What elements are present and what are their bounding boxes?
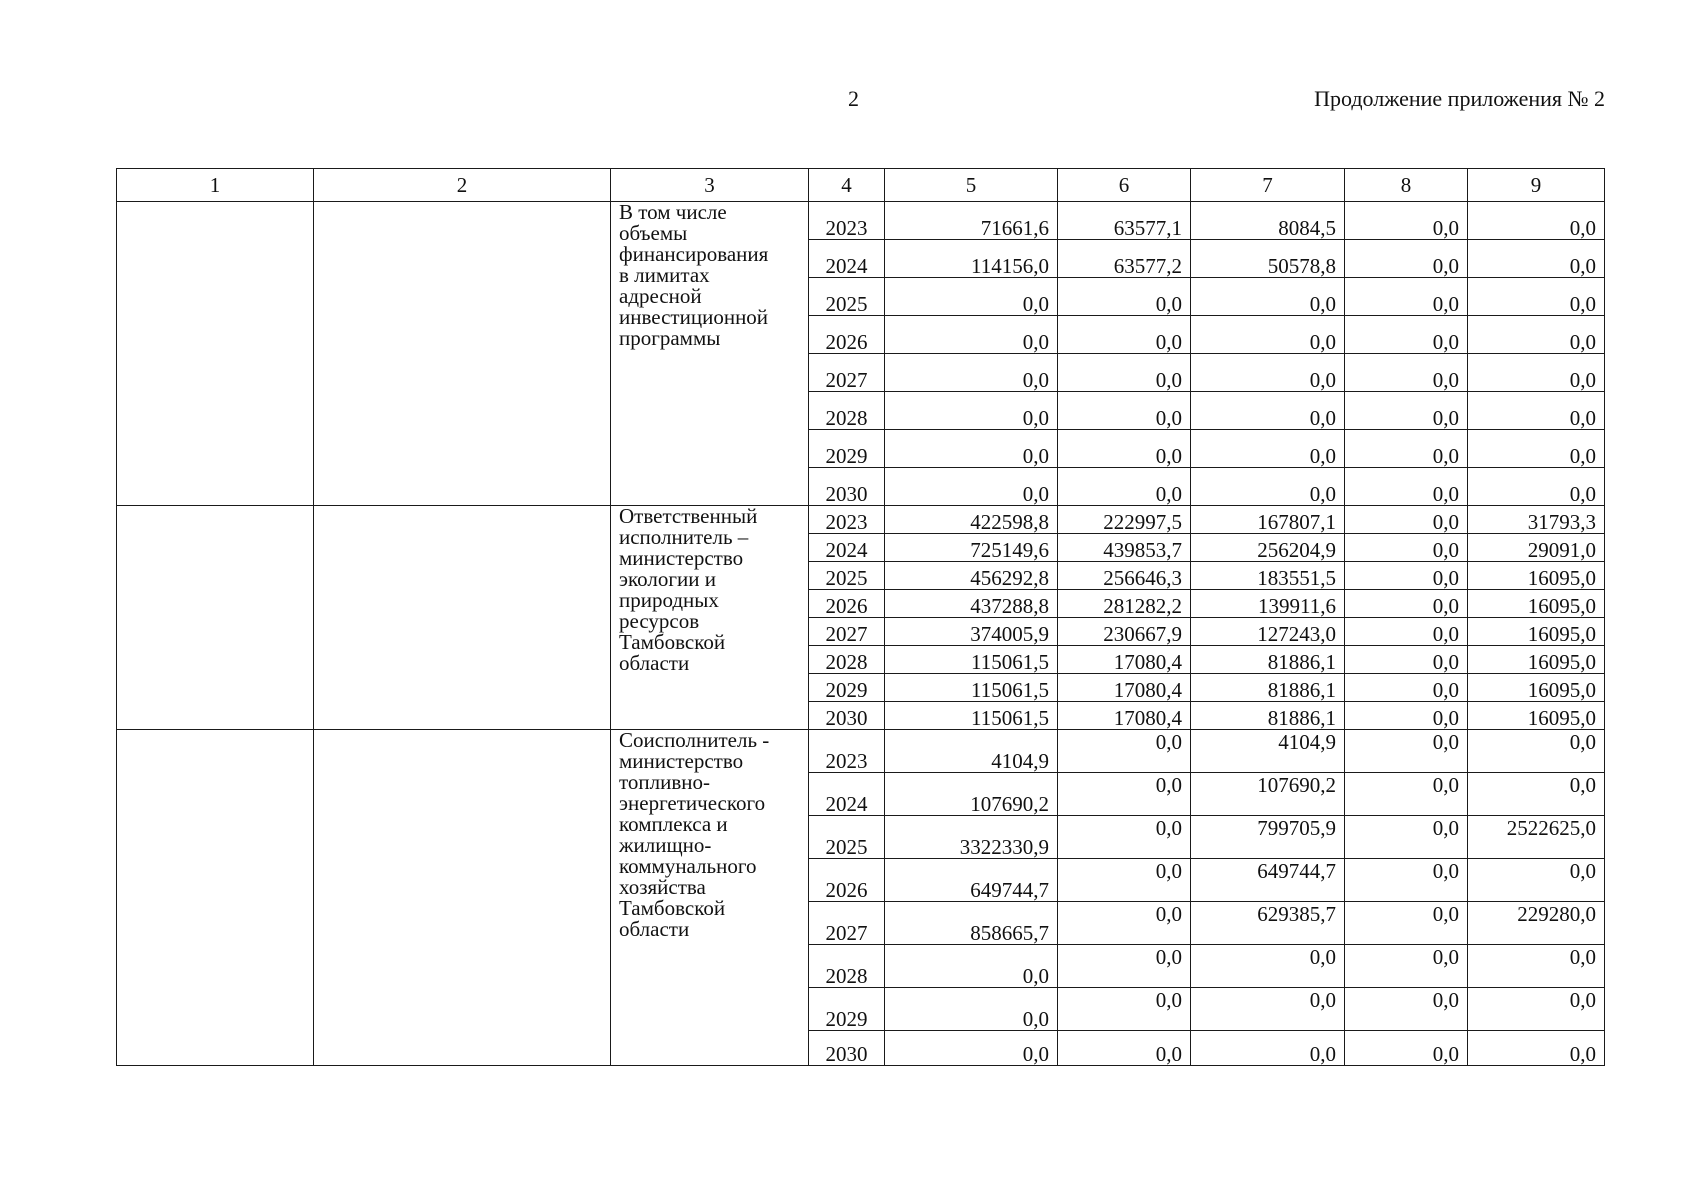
year-cell: 2025: [809, 278, 885, 316]
value-cell-col-8: 0,0: [1345, 902, 1468, 945]
table-row: [117, 202, 1605, 240]
value-cell-col-5: 649744,7: [885, 859, 1058, 902]
value-cell-col-6: 0,0: [1058, 859, 1191, 902]
value-cell-col-9: 0,0: [1468, 392, 1605, 430]
executor-label-line: Тамбовской: [619, 896, 726, 920]
column-2-cell: [314, 202, 611, 506]
page-number: 2: [848, 86, 859, 111]
value-cell-col-9: 0,0: [1468, 859, 1605, 902]
value-cell-col-8: 0,0: [1345, 316, 1468, 354]
year-cell: 2027: [809, 902, 885, 945]
value-cell-col-8: 0,0: [1345, 468, 1468, 506]
column-2-cell: [314, 730, 611, 1066]
value-cell-col-5: 0,0: [885, 316, 1058, 354]
value-cell-col-9: 16095,0: [1468, 674, 1605, 702]
value-cell-col-9: 0,0: [1468, 773, 1605, 816]
column-header-1: 1: [117, 169, 314, 202]
column-header-6: 6: [1058, 169, 1191, 202]
column-1-cell: [117, 730, 314, 1066]
executor-label-line: объемы: [619, 221, 688, 245]
value-cell-col-6: 439853,7: [1058, 534, 1191, 562]
value-cell-col-9: 0,0: [1468, 240, 1605, 278]
year-cell: 2029: [809, 674, 885, 702]
value-cell-col-7: 81886,1: [1191, 702, 1345, 730]
executor-label-line: топливно-: [619, 770, 711, 794]
value-cell-col-8: 0,0: [1345, 646, 1468, 674]
value-cell-col-8: 0,0: [1345, 202, 1468, 240]
column-header-3: 3: [611, 169, 809, 202]
executor-label-line: министерство: [619, 749, 744, 773]
value-cell-col-5: 374005,9: [885, 618, 1058, 646]
value-cell-col-6: 222997,5: [1058, 506, 1191, 534]
year-cell: 2026: [809, 316, 885, 354]
year-cell: 2030: [809, 1031, 885, 1066]
value-cell-col-5: 3322330,9: [885, 816, 1058, 859]
financing-table: [116, 168, 1605, 1066]
value-cell-col-6: 0,0: [1058, 988, 1191, 1031]
executor-label-line: комплекса и: [619, 812, 728, 836]
value-cell-col-9: 16095,0: [1468, 590, 1605, 618]
value-cell-col-7: 81886,1: [1191, 646, 1345, 674]
executor-label-line: Тамбовской: [619, 630, 726, 654]
value-cell-col-8: 0,0: [1345, 945, 1468, 988]
value-cell-col-5: 0,0: [885, 430, 1058, 468]
value-cell-col-6: 256646,3: [1058, 562, 1191, 590]
column-header-4: 4: [809, 169, 885, 202]
executor-label-line: энергетического: [619, 791, 766, 815]
value-cell-col-8: 0,0: [1345, 562, 1468, 590]
value-cell-col-9: 0,0: [1468, 1031, 1605, 1066]
value-cell-col-7: 183551,5: [1191, 562, 1345, 590]
value-cell-col-7: 81886,1: [1191, 674, 1345, 702]
value-cell-col-5: 115061,5: [885, 702, 1058, 730]
executor-label-line: экологии и: [619, 567, 716, 591]
column-header-7: 7: [1191, 169, 1345, 202]
value-cell-col-8: 0,0: [1345, 988, 1468, 1031]
value-cell-col-9: 0,0: [1468, 730, 1605, 773]
value-cell-col-6: 0,0: [1058, 1031, 1191, 1066]
column-1-cell: [117, 202, 314, 506]
value-cell-col-8: 0,0: [1345, 240, 1468, 278]
value-cell-col-8: 0,0: [1345, 859, 1468, 902]
value-cell-col-6: 63577,2: [1058, 240, 1191, 278]
executor-label-line: жилищно-: [619, 833, 712, 857]
value-cell-col-7: 0,0: [1191, 945, 1345, 988]
value-cell-col-8: 0,0: [1345, 730, 1468, 773]
year-cell: 2023: [809, 506, 885, 534]
value-cell-col-7: 0,0: [1191, 354, 1345, 392]
year-cell: 2028: [809, 945, 885, 988]
year-cell: 2029: [809, 430, 885, 468]
value-cell-col-5: 107690,2: [885, 773, 1058, 816]
executor-label-line: Ответственный: [619, 504, 758, 528]
year-cell: 2024: [809, 240, 885, 278]
value-cell-col-9: 2522625,0: [1468, 816, 1605, 859]
year-cell: 2023: [809, 730, 885, 773]
value-cell-col-5: 0,0: [885, 988, 1058, 1031]
table-row: [117, 506, 1605, 534]
column-header-5: 5: [885, 169, 1058, 202]
value-cell-col-9: 0,0: [1468, 430, 1605, 468]
value-cell-col-5: 0,0: [885, 1031, 1058, 1066]
column-2-cell: [314, 506, 611, 730]
executor-label-cell: [611, 730, 809, 1066]
value-cell-col-6: 0,0: [1058, 773, 1191, 816]
value-cell-col-7: 107690,2: [1191, 773, 1345, 816]
value-cell-col-5: 0,0: [885, 468, 1058, 506]
year-cell: 2024: [809, 534, 885, 562]
column-header-8: 8: [1345, 169, 1468, 202]
value-cell-col-8: 0,0: [1345, 773, 1468, 816]
executor-label-line: исполнитель –: [619, 525, 749, 549]
value-cell-col-5: 4104,9: [885, 730, 1058, 773]
value-cell-col-6: 0,0: [1058, 430, 1191, 468]
table-body: [117, 202, 1605, 1066]
value-cell-col-7: 8084,5: [1191, 202, 1345, 240]
value-cell-col-7: 0,0: [1191, 392, 1345, 430]
value-cell-col-7: 0,0: [1191, 988, 1345, 1031]
value-cell-col-7: 0,0: [1191, 430, 1345, 468]
value-cell-col-6: 0,0: [1058, 816, 1191, 859]
value-cell-col-9: 0,0: [1468, 468, 1605, 506]
executor-label-line: в лимитах: [619, 263, 710, 287]
value-cell-col-5: 115061,5: [885, 646, 1058, 674]
executor-label-line: хозяйства: [619, 875, 706, 899]
value-cell-col-9: 0,0: [1468, 278, 1605, 316]
value-cell-col-5: 725149,6: [885, 534, 1058, 562]
executor-label-line: министерство: [619, 546, 744, 570]
value-cell-col-5: 456292,8: [885, 562, 1058, 590]
column-header-2: 2: [314, 169, 611, 202]
value-cell-col-8: 0,0: [1345, 674, 1468, 702]
value-cell-col-5: 71661,6: [885, 202, 1058, 240]
value-cell-col-5: 858665,7: [885, 902, 1058, 945]
executor-label-cell: [611, 506, 809, 730]
value-cell-col-7: 649744,7: [1191, 859, 1345, 902]
value-cell-col-7: 0,0: [1191, 316, 1345, 354]
value-cell-col-8: 0,0: [1345, 1031, 1468, 1066]
value-cell-col-8: 0,0: [1345, 278, 1468, 316]
value-cell-col-5: 0,0: [885, 392, 1058, 430]
value-cell-col-5: 115061,5: [885, 674, 1058, 702]
value-cell-col-9: 16095,0: [1468, 702, 1605, 730]
value-cell-col-6: 0,0: [1058, 945, 1191, 988]
value-cell-col-5: 0,0: [885, 945, 1058, 988]
value-cell-col-9: 16095,0: [1468, 646, 1605, 674]
executor-label-line: области: [619, 651, 690, 675]
value-cell-col-9: 31793,3: [1468, 506, 1605, 534]
year-cell: 2025: [809, 562, 885, 590]
value-cell-col-6: 230667,9: [1058, 618, 1191, 646]
executor-label-line: инвестиционной: [619, 305, 769, 329]
value-cell-col-6: 281282,2: [1058, 590, 1191, 618]
executor-label-line: природных: [619, 588, 719, 612]
year-cell: 2023: [809, 202, 885, 240]
value-cell-col-9: 0,0: [1468, 202, 1605, 240]
year-cell: 2030: [809, 702, 885, 730]
value-cell-col-9: 16095,0: [1468, 562, 1605, 590]
value-cell-col-6: 0,0: [1058, 902, 1191, 945]
column-header-9: 9: [1468, 169, 1605, 202]
executor-label-line: адресной: [619, 284, 702, 308]
value-cell-col-8: 0,0: [1345, 816, 1468, 859]
value-cell-col-6: 0,0: [1058, 392, 1191, 430]
executor-label-line: финансирования: [619, 242, 769, 266]
value-cell-col-5: 114156,0: [885, 240, 1058, 278]
value-cell-col-8: 0,0: [1345, 590, 1468, 618]
executor-label-line: Соисполнитель -: [619, 728, 770, 752]
value-cell-col-9: 16095,0: [1468, 618, 1605, 646]
value-cell-col-7: 4104,9: [1191, 730, 1345, 773]
value-cell-col-8: 0,0: [1345, 354, 1468, 392]
value-cell-col-6: 0,0: [1058, 278, 1191, 316]
table-row: [117, 730, 1605, 773]
executor-label-line: области: [619, 917, 690, 941]
year-cell: 2026: [809, 590, 885, 618]
year-cell: 2028: [809, 392, 885, 430]
value-cell-col-5: 0,0: [885, 354, 1058, 392]
value-cell-col-9: 0,0: [1468, 354, 1605, 392]
value-cell-col-6: 0,0: [1058, 316, 1191, 354]
year-cell: 2029: [809, 988, 885, 1031]
value-cell-col-8: 0,0: [1345, 392, 1468, 430]
value-cell-col-6: 0,0: [1058, 354, 1191, 392]
value-cell-col-6: 63577,1: [1058, 202, 1191, 240]
value-cell-col-9: 0,0: [1468, 316, 1605, 354]
value-cell-col-7: 0,0: [1191, 1031, 1345, 1066]
value-cell-col-9: 0,0: [1468, 988, 1605, 1031]
value-cell-col-6: 17080,4: [1058, 702, 1191, 730]
value-cell-col-7: 127243,0: [1191, 618, 1345, 646]
value-cell-col-8: 0,0: [1345, 534, 1468, 562]
appendix-continuation-title: Продолжение приложения № 2: [1314, 86, 1605, 111]
value-cell-col-7: 0,0: [1191, 278, 1345, 316]
value-cell-col-7: 139911,6: [1191, 590, 1345, 618]
executor-label-line: В том числе: [619, 200, 727, 224]
year-cell: 2028: [809, 646, 885, 674]
year-cell: 2024: [809, 773, 885, 816]
value-cell-col-9: 0,0: [1468, 945, 1605, 988]
value-cell-col-8: 0,0: [1345, 618, 1468, 646]
value-cell-col-8: 0,0: [1345, 506, 1468, 534]
value-cell-col-8: 0,0: [1345, 430, 1468, 468]
value-cell-col-6: 0,0: [1058, 468, 1191, 506]
executor-label-line: программы: [619, 326, 721, 350]
column-number-row: [117, 169, 1605, 202]
year-cell: 2030: [809, 468, 885, 506]
executor-label-cell: [611, 202, 809, 506]
value-cell-col-7: 0,0: [1191, 468, 1345, 506]
year-cell: 2027: [809, 618, 885, 646]
column-1-cell: [117, 506, 314, 730]
year-cell: 2025: [809, 816, 885, 859]
value-cell-col-9: 29091,0: [1468, 534, 1605, 562]
executor-label-line: коммунального: [619, 854, 757, 878]
value-cell-col-6: 0,0: [1058, 730, 1191, 773]
value-cell-col-5: 437288,8: [885, 590, 1058, 618]
value-cell-col-6: 17080,4: [1058, 646, 1191, 674]
executor-label-line: ресурсов: [619, 609, 700, 633]
value-cell-col-9: 229280,0: [1468, 902, 1605, 945]
year-cell: 2026: [809, 859, 885, 902]
value-cell-col-7: 629385,7: [1191, 902, 1345, 945]
year-cell: 2027: [809, 354, 885, 392]
value-cell-col-5: 0,0: [885, 278, 1058, 316]
value-cell-col-7: 799705,9: [1191, 816, 1345, 859]
value-cell-col-7: 167807,1: [1191, 506, 1345, 534]
value-cell-col-6: 17080,4: [1058, 674, 1191, 702]
value-cell-col-5: 422598,8: [885, 506, 1058, 534]
value-cell-col-7: 50578,8: [1191, 240, 1345, 278]
value-cell-col-8: 0,0: [1345, 702, 1468, 730]
value-cell-col-7: 256204,9: [1191, 534, 1345, 562]
